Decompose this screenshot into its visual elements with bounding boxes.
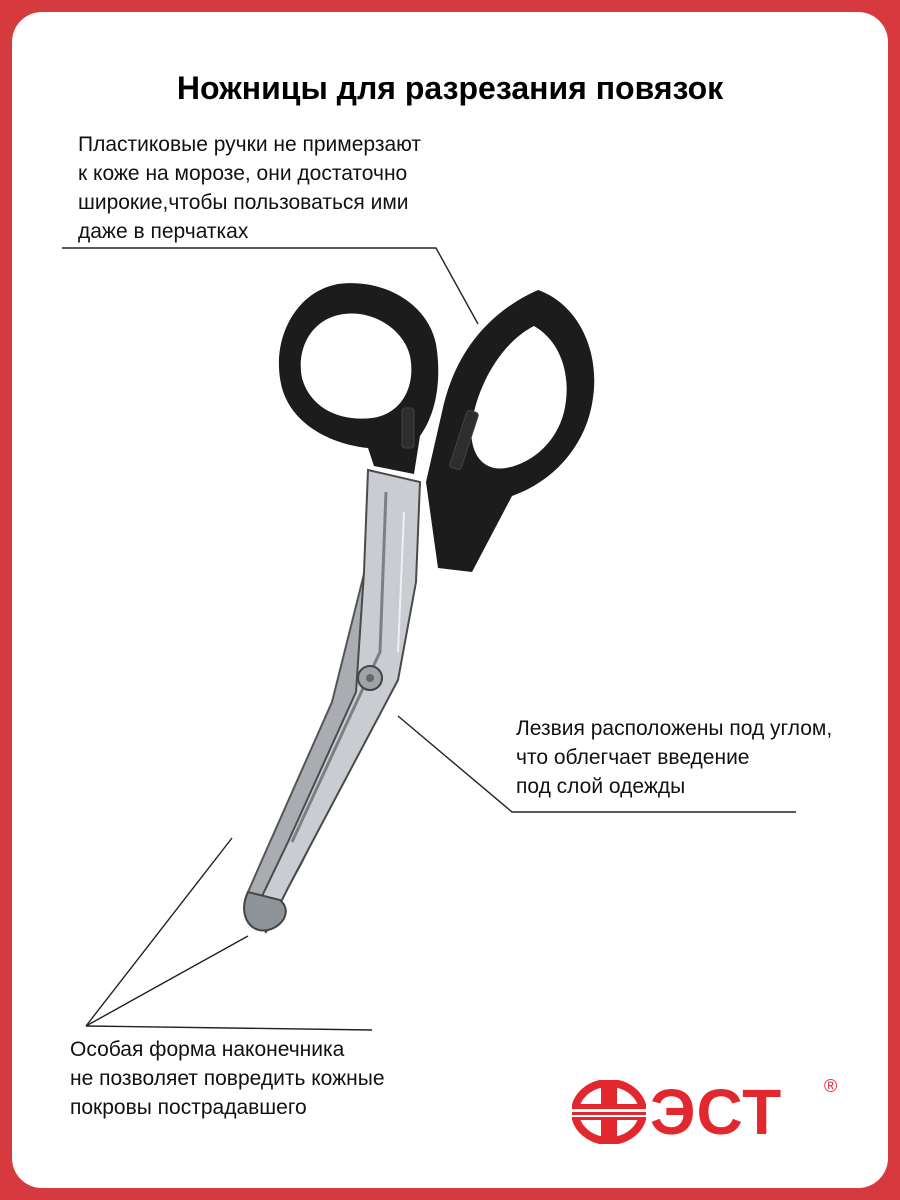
callout-line-tip-3	[86, 1026, 372, 1030]
product-card	[12, 12, 888, 1188]
brand-name: ЭСТ	[650, 1076, 783, 1148]
right-handle	[426, 290, 594, 572]
callout-line-tip-1	[86, 838, 232, 1026]
scissors-blades	[244, 470, 420, 932]
page-title: Ножницы для разрезания повязок	[176, 70, 724, 106]
cross-circle-logo-icon	[572, 1080, 646, 1144]
callout-line-tip-2	[86, 936, 248, 1026]
note-tip: Особая форма наконечника не позволяет повредить кожные покровы пострадавшего	[70, 1038, 385, 1119]
scissors-handles	[279, 283, 594, 572]
brand-logo	[572, 1076, 838, 1148]
note-blades: Лезвия расположены под углом, что облегчает введение под слой одежды	[516, 717, 833, 798]
handle-emboss	[402, 408, 414, 448]
registered-mark: ®	[824, 1076, 838, 1096]
note-handles: Пластиковые ручки не примерзают к коже на морозе, они достаточно широкие,чтобы пользоваться ими даже в перчатках	[78, 133, 422, 243]
